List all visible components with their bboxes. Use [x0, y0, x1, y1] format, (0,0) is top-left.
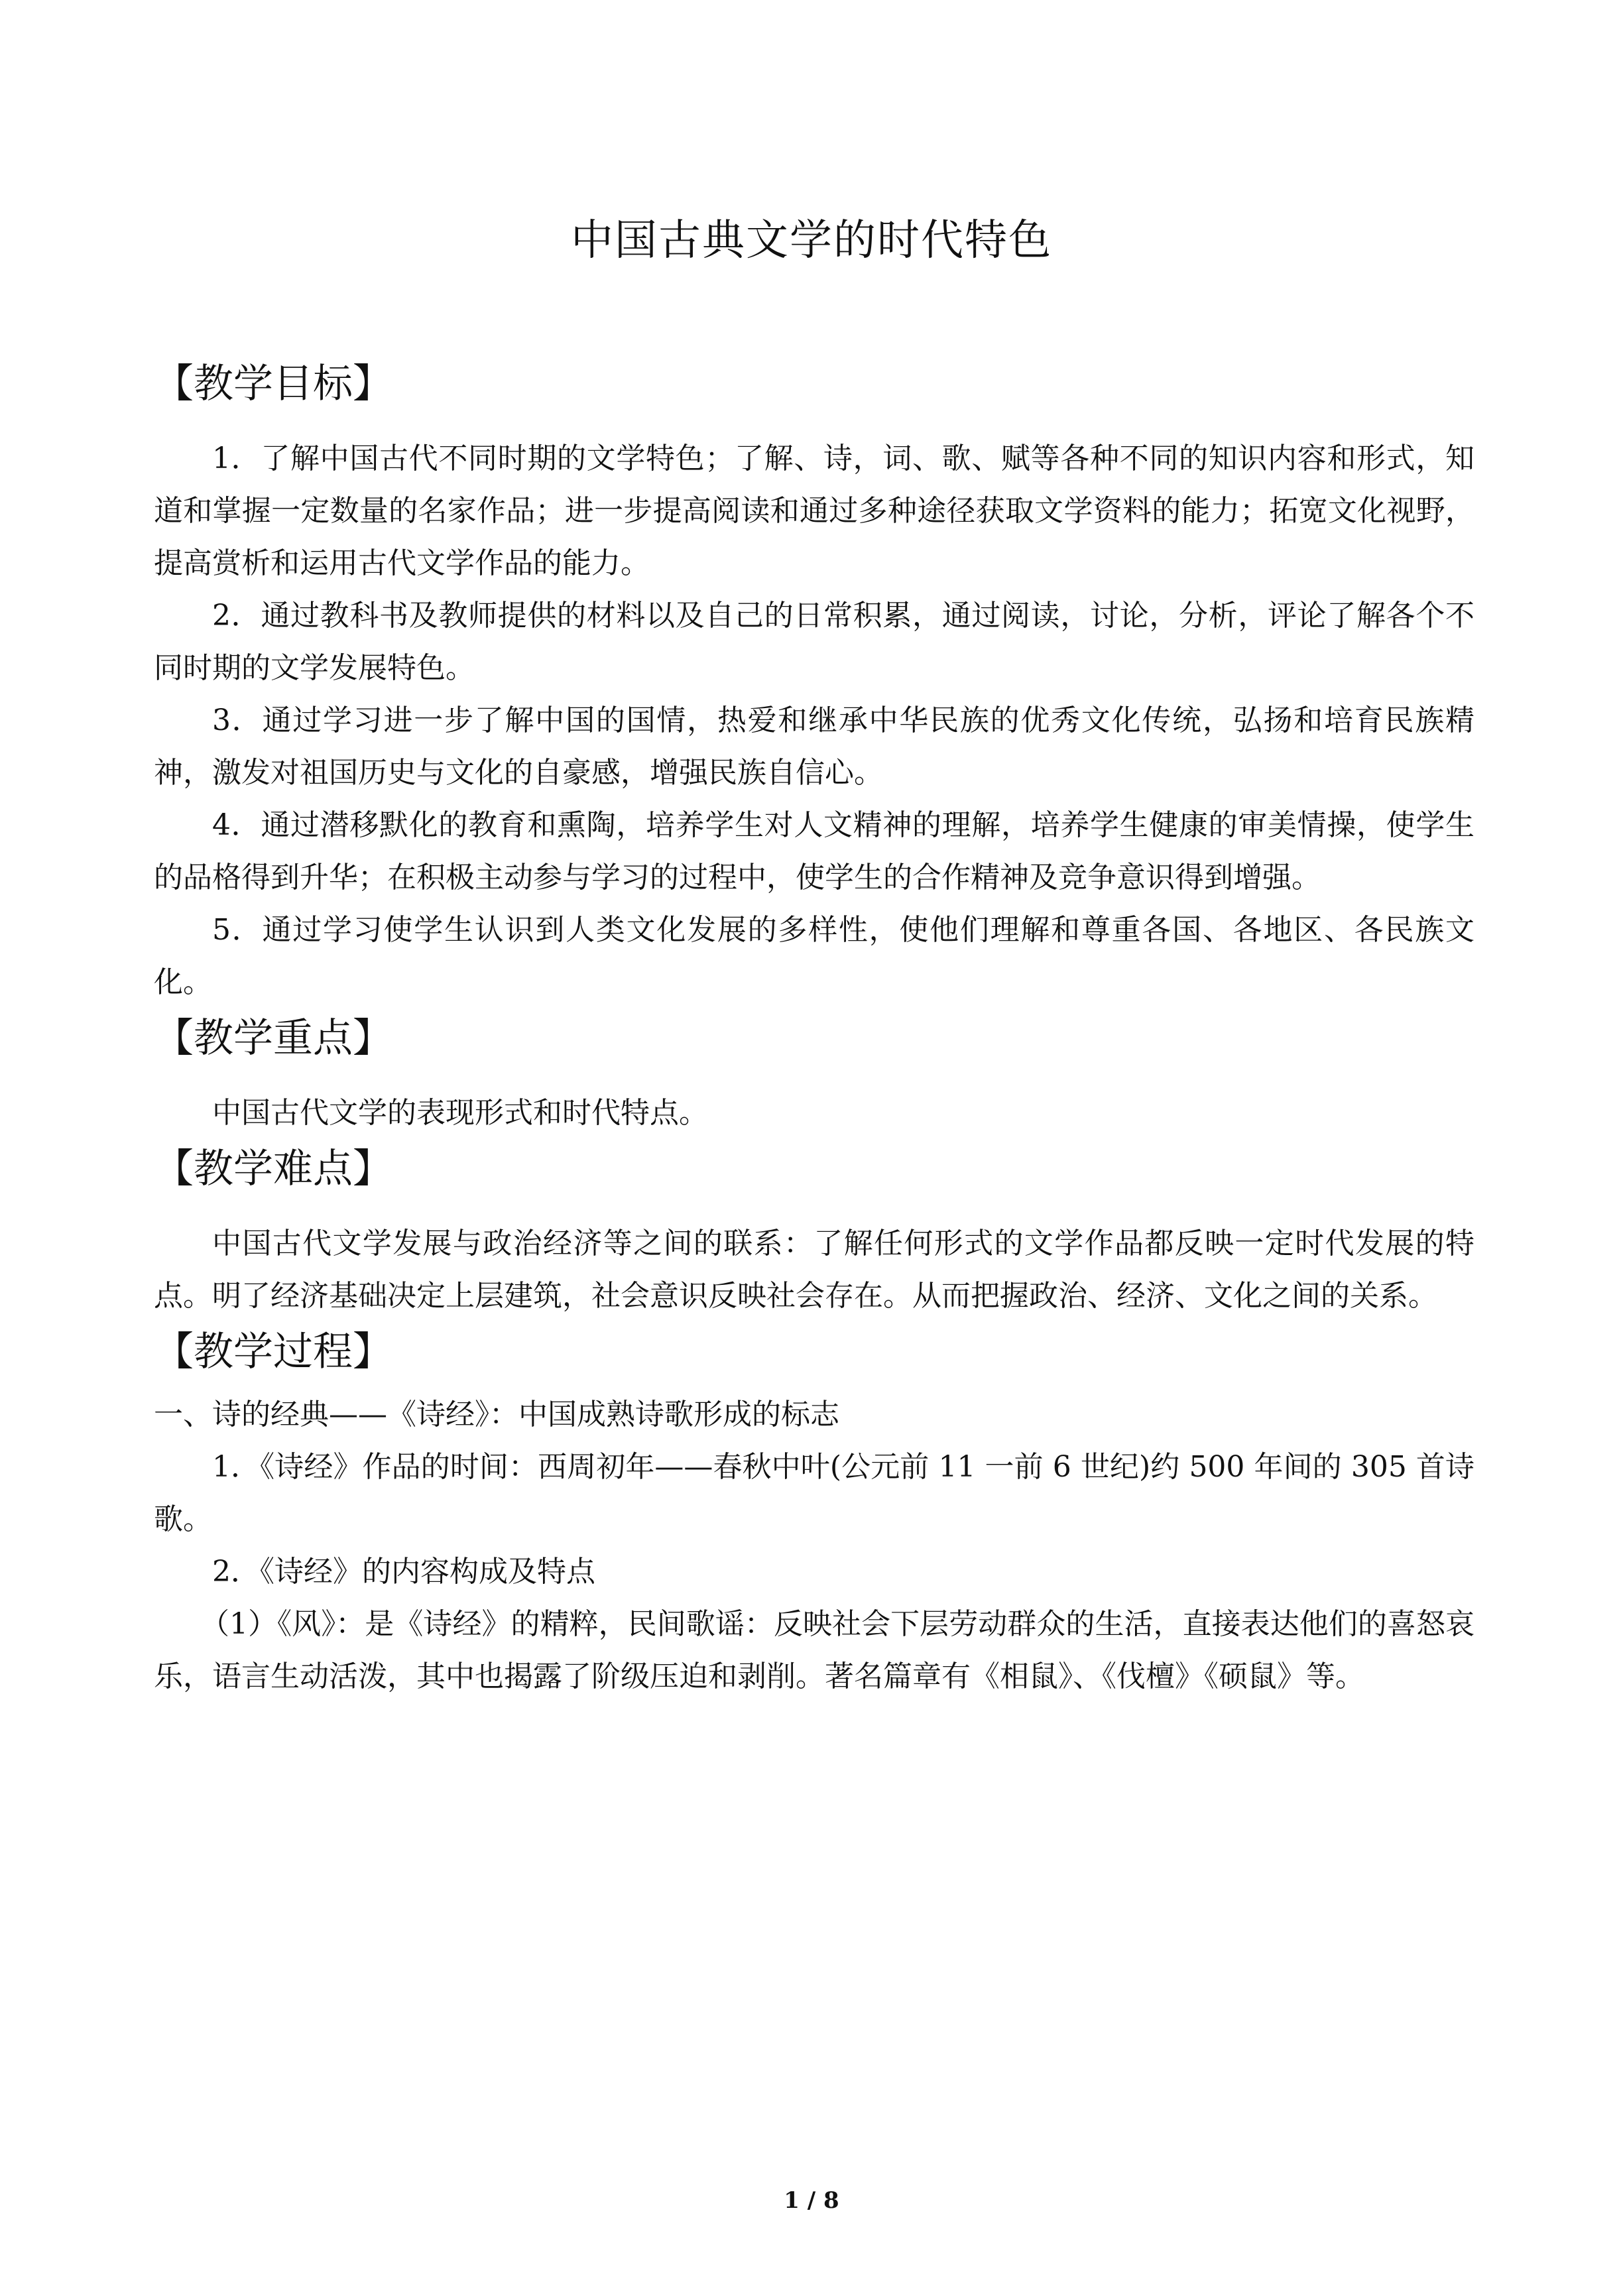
key-points-paragraph: 中国古代文学的表现形式和时代特点。 — [212, 1096, 708, 1130]
process-subheading: 一、诗的经典——《诗经》：中国成熟诗歌形成的标志 — [154, 1398, 839, 1431]
section-heading-process: 【教学过程】 — [154, 1329, 392, 1375]
document-title: 中国古典文学的时代特色 — [571, 216, 1052, 265]
goal-paragraph-3: 3．通过学习进一步了解中国的国情，热爱和继承中华民族的优秀文化传统，弘扬和培育民族精神，激发对祖国历史与文化的自豪感，增强民族自信心。 — [154, 703, 1474, 790]
goal-paragraph-5: 5．通过学习使学生认识到人类文化发展的多样性，使他们理解和尊重各国、各地区、各民族文化。 — [154, 913, 1474, 999]
process-paragraph-1: 1．《诗经》作品的时间：西周初年——春秋中叶(公元前 11 一前 6 世纪)约 500 年间的 305 首诗歌。 — [154, 1450, 1474, 1536]
process-sub-paragraph: （1）《风》：是《诗经》的精粹，民间歌谣：反映社会下层劳动群众的生活，直接表达他们的喜怒哀乐，语言生动活泼，其中也揭露了阶级压迫和剥削。著名篇章有《相鼠》、《伐檀》《硕鼠》等。 — [154, 1607, 1474, 1693]
section-heading-difficulties: 【教学难点】 — [154, 1146, 392, 1192]
goal-paragraph-4: 4．通过潜移默化的教育和熏陶，培养学生对人文精神的理解，培养学生健康的审美情操，使学生的品格得到升华；在积极主动参与学习的过程中，使学生的合作精神及竞争意识得到增强。 — [154, 808, 1474, 894]
goal-paragraph-1: 1．了解中国古代不同时期的文学特色；了解、诗，词、歌、赋等各种不同的知识内容和形式，知道和掌握一定数量的名家作品；进一步提高阅读和通过多种途径获取文学资料的能力；拓宽文化视野，提高赏析和运用古代文学作品的能力。 — [154, 442, 1474, 580]
section-heading-key-points: 【教学重点】 — [154, 1015, 392, 1061]
document-body — [154, 354, 1474, 1703]
difficulties-paragraph: 中国古代文学发展与政治经济等之间的联系：了解任何形式的文学作品都反映一定时代发展的特点。明了经济基础决定上层建筑，社会意识反映社会存在。从而把握政治、经济、文化之间的关系。 — [154, 1227, 1474, 1313]
page-number: 1 / 8 — [784, 2187, 839, 2214]
process-paragraph-2: 2．《诗经》的内容构成及特点 — [212, 1555, 595, 1589]
section-heading-goals: 【教学目标】 — [154, 361, 392, 407]
goal-paragraph-2: 2．通过教科书及教师提供的材料以及自己的日常积累，通过阅读，讨论，分析，评论了解各个不同时期的文学发展特色。 — [154, 599, 1474, 685]
